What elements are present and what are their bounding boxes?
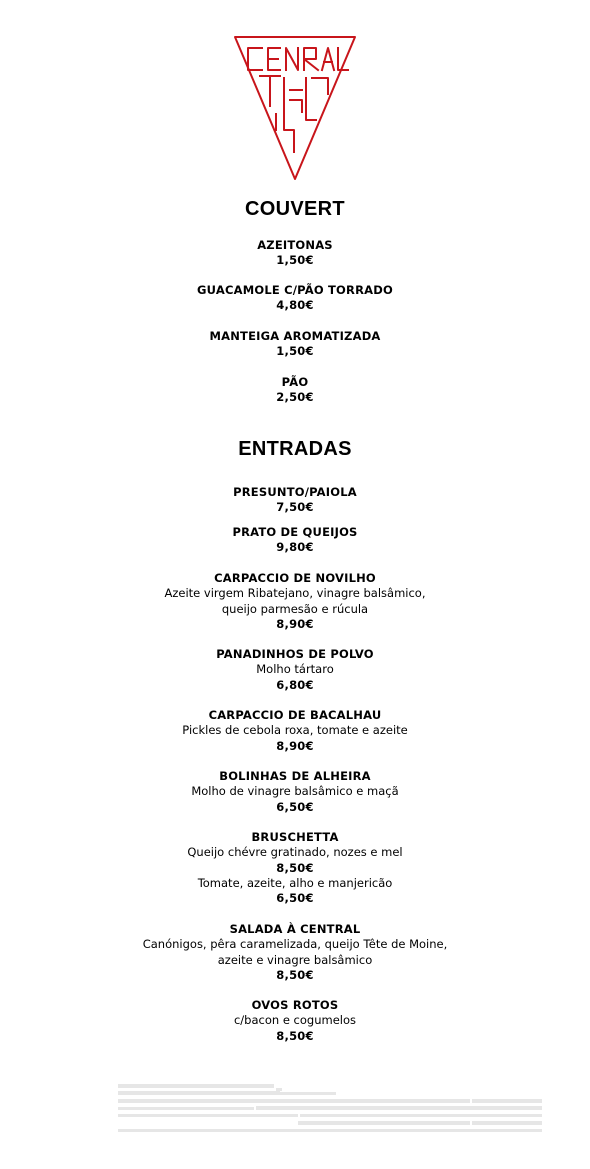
item-name: OVOS ROTOS [251,998,339,1012]
item-description: Azeite virgem Ribatejano, vinagre balsâmico, [164,586,426,601]
item-price: 8,50€ [276,967,314,982]
item-name: BOLINHAS DE ALHEIRA [219,769,371,783]
item-price: 6,50€ [276,891,314,906]
menu-item [0,283,590,314]
menu-item [0,375,590,406]
item-name: PRATO DE QUEIJOS [232,525,358,539]
central-logo [232,34,358,182]
item-price: 8,90€ [276,738,314,753]
item-name: GUACAMOLE C/PÃO TORRADO [197,283,393,297]
item-description: Queijo chévre gratinado, nozes e mel [187,845,403,860]
item-name: CARPACCIO DE NOVILHO [214,571,376,585]
footer-decoration [118,1084,544,1136]
item-description: c/bacon e cogumelos [233,1013,357,1028]
menu-item [0,329,590,360]
section-title-couvert: COUVERT [245,198,345,220]
item-name: BRUSCHETTA [251,830,339,844]
item-price: 6,50€ [276,799,314,814]
item-description: Molho tártaro [256,662,334,677]
item-description: Canónigos, pêra caramelizada, queijo Tête de Moine, [142,937,448,952]
item-price: 2,50€ [276,390,314,405]
menu-item [0,830,590,906]
item-price: 8,50€ [276,860,314,875]
section-title-entradas: ENTRADAS [238,438,352,460]
item-price: 8,90€ [276,616,314,631]
item-name: PÃO [281,375,309,389]
item-name: PRESUNTO/PAIOLA [233,485,357,499]
item-price: 7,50€ [276,500,314,515]
item-price: 6,80€ [276,677,314,692]
item-name: MANTEIGA AROMATIZADA [209,329,381,343]
item-description: queijo parmesão e rúcula [221,601,369,616]
menu-item [0,647,590,693]
item-description: azeite e vinagre balsâmico [217,952,373,967]
menu-item [0,571,590,632]
menu-item [0,238,590,269]
menu-item [0,922,590,983]
menu-item [0,708,590,754]
menu-item [0,998,590,1044]
item-price: 4,80€ [276,298,314,313]
item-name: SALADA À CENTRAL [229,922,361,936]
item-description: Molho de vinagre balsâmico e maçã [191,784,399,799]
menu-item [0,525,590,556]
menu-item [0,769,590,815]
item-name: PANADINHOS DE POLVO [216,647,374,661]
item-price: 9,80€ [276,540,314,555]
item-description: Tomate, azeite, alho e manjericão [197,875,393,890]
item-price: 1,50€ [276,344,314,359]
item-price: 8,50€ [276,1028,314,1043]
item-name: AZEITONAS [257,238,333,252]
item-price: 1,50€ [276,253,314,268]
menu-item [0,485,590,516]
item-description: Pickles de cebola roxa, tomate e azeite [182,723,408,738]
item-name: CARPACCIO DE BACALHAU [208,708,382,722]
